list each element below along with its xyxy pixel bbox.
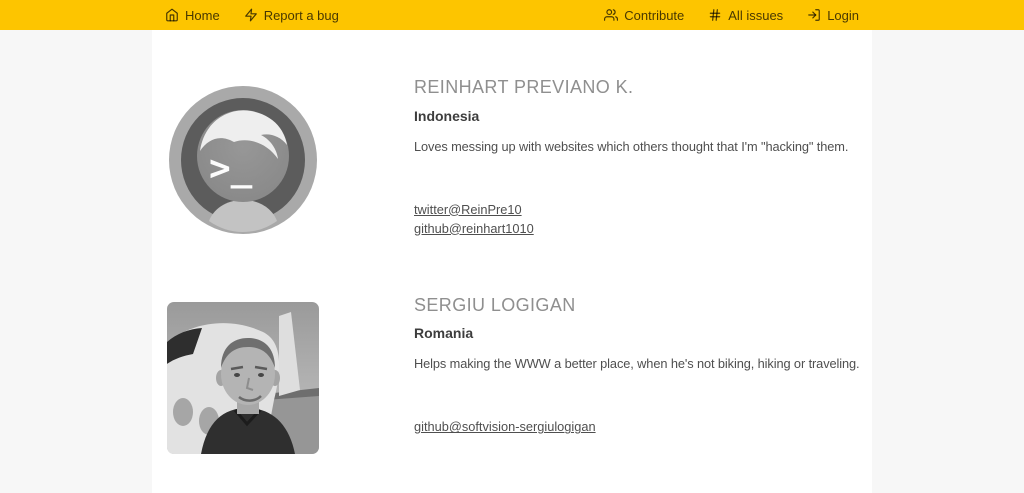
profile-info xyxy=(414,75,848,238)
avatar-photo xyxy=(167,302,319,454)
contributors-page xyxy=(152,30,872,493)
hash-icon xyxy=(708,8,722,22)
nav-right xyxy=(604,8,859,22)
profile-name: SERGIU LOGIGAN xyxy=(414,294,576,315)
github-link[interactable]: github@reinhart1010 xyxy=(414,220,534,236)
profile-links xyxy=(414,200,848,238)
users-icon xyxy=(604,8,618,22)
profile-card-reinhart xyxy=(152,75,872,238)
man-airplane-photo xyxy=(167,302,319,454)
twitter-link[interactable]: twitter@ReinPre10 xyxy=(414,201,522,217)
profile-country: Indonesia xyxy=(414,107,480,124)
nav-all-issues[interactable] xyxy=(708,8,783,22)
nav-contribute[interactable] xyxy=(604,8,684,22)
top-nav-bar xyxy=(0,0,1024,30)
profile-links xyxy=(414,417,860,436)
login-icon xyxy=(807,8,821,22)
terminal-mascot-icon xyxy=(167,84,319,236)
profile-name: REINHART PREVIANO K. xyxy=(414,77,634,97)
nav-container xyxy=(152,0,872,30)
profile-country: Romania xyxy=(414,325,474,342)
nav-home-label: Home xyxy=(185,7,220,23)
nav-report-a-bug[interactable] xyxy=(244,8,339,22)
profile-bio: Loves messing up with websites which others thought that I'm "hacking" them. xyxy=(414,138,849,154)
zap-icon xyxy=(244,8,258,22)
nav-left xyxy=(165,8,339,22)
nav-report-a-bug-label: Report a bug xyxy=(263,7,339,23)
nav-login-label: Login xyxy=(827,7,859,23)
nav-contribute-label: Contribute xyxy=(624,7,685,23)
profile-info xyxy=(414,293,860,454)
github-link[interactable]: github@softvision-sergiulogigan xyxy=(414,419,596,435)
home-icon xyxy=(165,8,179,22)
nav-home[interactable] xyxy=(165,8,220,22)
profile-card-sergiu xyxy=(152,293,872,454)
nav-login[interactable] xyxy=(807,8,859,22)
profile-bio: Helps making the WWW a better place, when he's not biking, hiking or traveling. xyxy=(414,356,860,372)
avatar-terminal-mascot xyxy=(167,84,319,236)
svg-text:>_: >_ xyxy=(209,148,253,189)
nav-all-issues-label: All issues xyxy=(728,7,784,23)
